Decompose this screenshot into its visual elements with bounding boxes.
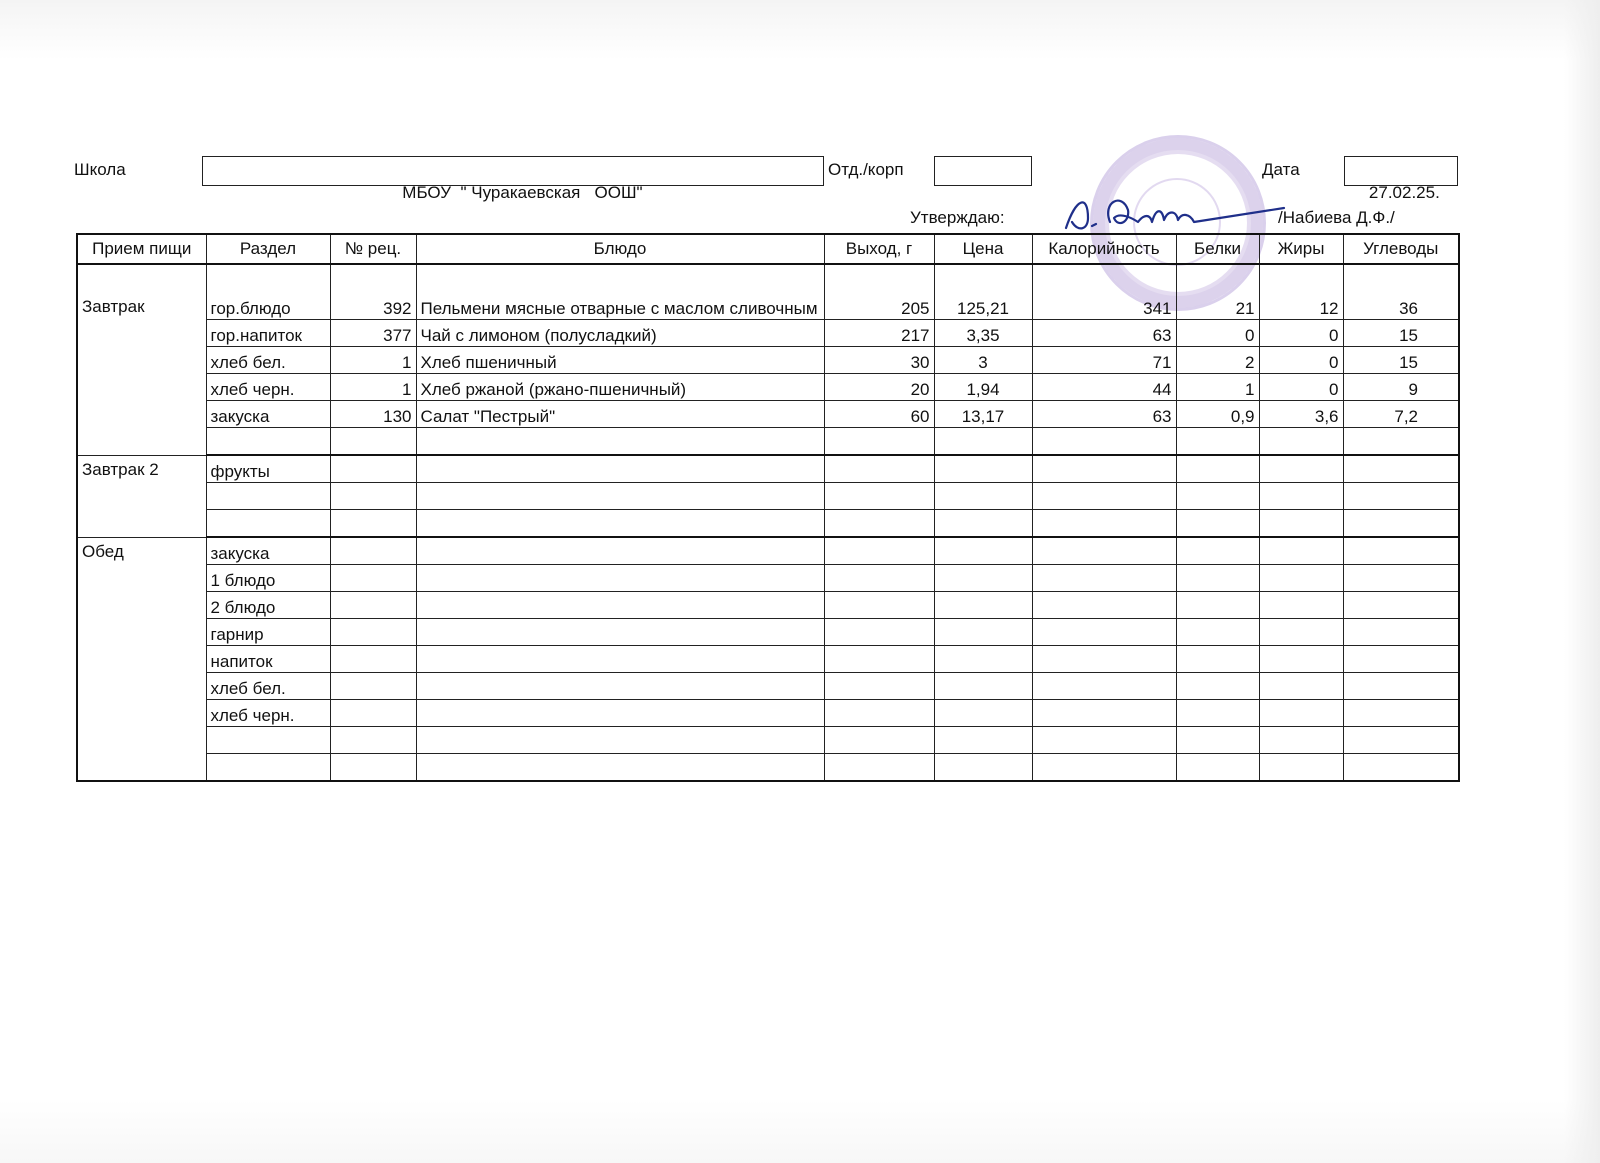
output-cell: 30 (824, 347, 934, 374)
protein-cell (1176, 428, 1259, 456)
meal-breakfast-2: Завтрак 2 (77, 455, 206, 537)
protein-cell: 1 (1176, 374, 1259, 401)
calories-cell: 63 (1032, 401, 1176, 428)
carbs-cell: 15 (1343, 347, 1459, 374)
section-cell (206, 483, 330, 510)
calories-cell: 71 (1032, 347, 1176, 374)
dish-cell: Хлеб ржаной (ржано-пшеничный) (416, 374, 824, 401)
recipe-cell: 1 (330, 374, 416, 401)
col-header: Выход, г (824, 234, 934, 264)
fat-cell: 3,6 (1259, 401, 1343, 428)
section-cell: закуска (206, 537, 330, 565)
col-header: № рец. (330, 234, 416, 264)
fat-cell: 0 (1259, 347, 1343, 374)
price-cell: 1,94 (934, 374, 1032, 401)
section-cell: 2 блюдо (206, 592, 330, 619)
table-row (77, 510, 1459, 538)
date-field[interactable] (1344, 156, 1458, 202)
scan-edge-shadow (1564, 0, 1600, 1163)
price-cell: 125,21 (934, 264, 1032, 320)
table-row (77, 565, 1459, 592)
table-row (77, 374, 1459, 401)
fat-cell: 0 (1259, 320, 1343, 347)
carbs-cell: 9 (1343, 374, 1459, 401)
section-cell: напиток (206, 646, 330, 673)
section-cell: хлеб черн. (206, 700, 330, 727)
section-cell (206, 754, 330, 782)
section-cell (206, 428, 330, 456)
fat-cell: 12 (1259, 264, 1343, 320)
menu-table (76, 233, 1460, 782)
section-cell: закуска (206, 401, 330, 428)
recipe-cell: 130 (330, 401, 416, 428)
section-cell (206, 510, 330, 538)
price-cell: 3 (934, 347, 1032, 374)
carbs-cell: 36 (1343, 264, 1459, 320)
table-row (77, 401, 1459, 428)
carbs-cell: 15 (1343, 320, 1459, 347)
calories-cell: 341 (1032, 264, 1176, 320)
date-label: Дата (1262, 160, 1300, 179)
school-field[interactable] (202, 156, 824, 202)
recipe-cell (330, 428, 416, 456)
dish-cell (416, 428, 824, 456)
date-value: 27.02.25. (1368, 183, 1440, 202)
col-header: Прием пищи (77, 234, 206, 264)
calories-cell (1032, 428, 1176, 456)
output-cell (824, 428, 934, 456)
approver-name: /Набиева Д.Ф./ (1278, 208, 1395, 227)
table-row (77, 320, 1459, 347)
meal-breakfast: Завтрак (77, 264, 206, 455)
section-cell: хлеб бел. (206, 347, 330, 374)
header-row (77, 234, 1459, 264)
col-header: Раздел (206, 234, 330, 264)
calories-cell: 63 (1032, 320, 1176, 347)
dish-cell: Хлеб пшеничный (416, 347, 824, 374)
section-cell: гарнир (206, 619, 330, 646)
section-cell: хлеб черн. (206, 374, 330, 401)
section-cell: гор.напиток (206, 320, 330, 347)
protein-cell: 0,9 (1176, 401, 1259, 428)
col-header: Белки (1176, 234, 1259, 264)
table-row (77, 455, 1459, 483)
fat-cell: 0 (1259, 374, 1343, 401)
dish-cell: Салат "Пестрый" (416, 401, 824, 428)
fat-cell (1259, 428, 1343, 456)
col-header: Углеводы (1343, 234, 1459, 264)
section-cell (206, 727, 330, 754)
carbs-cell: 7,2 (1343, 401, 1459, 428)
protein-cell: 21 (1176, 264, 1259, 320)
section-cell: хлеб бел. (206, 673, 330, 700)
carbs-cell (1343, 428, 1459, 456)
table-row (77, 428, 1459, 456)
table-row (77, 537, 1459, 565)
dept-label: Отд./корп (828, 160, 904, 179)
col-header: Блюдо (416, 234, 824, 264)
approve-label: Утверждаю: (910, 208, 1005, 227)
protein-cell: 2 (1176, 347, 1259, 374)
table-row (77, 347, 1459, 374)
section-cell: гор.блюдо (206, 264, 330, 320)
price-cell: 3,35 (934, 320, 1032, 347)
col-header: Жиры (1259, 234, 1343, 264)
table-row (77, 619, 1459, 646)
section-cell: 1 блюдо (206, 565, 330, 592)
table-row (77, 754, 1459, 782)
output-cell: 20 (824, 374, 934, 401)
table-row (77, 592, 1459, 619)
price-cell: 13,17 (934, 401, 1032, 428)
col-header: Калорийность (1032, 234, 1176, 264)
school-label: Школа (74, 160, 126, 179)
table-row (77, 264, 1459, 320)
price-cell (934, 428, 1032, 456)
table-row (77, 727, 1459, 754)
meal-lunch: Обед (77, 537, 206, 781)
recipe-cell: 1 (330, 347, 416, 374)
school-value: МБОУ " Чуракаевская ООШ" (402, 183, 643, 202)
recipe-cell: 392 (330, 264, 416, 320)
col-header: Цена (934, 234, 1032, 264)
calories-cell: 44 (1032, 374, 1176, 401)
dept-field[interactable] (934, 156, 1032, 186)
protein-cell: 0 (1176, 320, 1259, 347)
signature (1058, 188, 1288, 238)
output-cell: 217 (824, 320, 934, 347)
dish-cell: Пельмени мясные отварные с маслом сливочным (416, 264, 824, 320)
table-row (77, 646, 1459, 673)
section-cell: фрукты (206, 455, 330, 483)
recipe-cell: 377 (330, 320, 416, 347)
table-row (77, 483, 1459, 510)
table-row (77, 673, 1459, 700)
table-row (77, 700, 1459, 727)
output-cell: 60 (824, 401, 934, 428)
dish-cell: Чай с лимоном (полусладкий) (416, 320, 824, 347)
output-cell: 205 (824, 264, 934, 320)
